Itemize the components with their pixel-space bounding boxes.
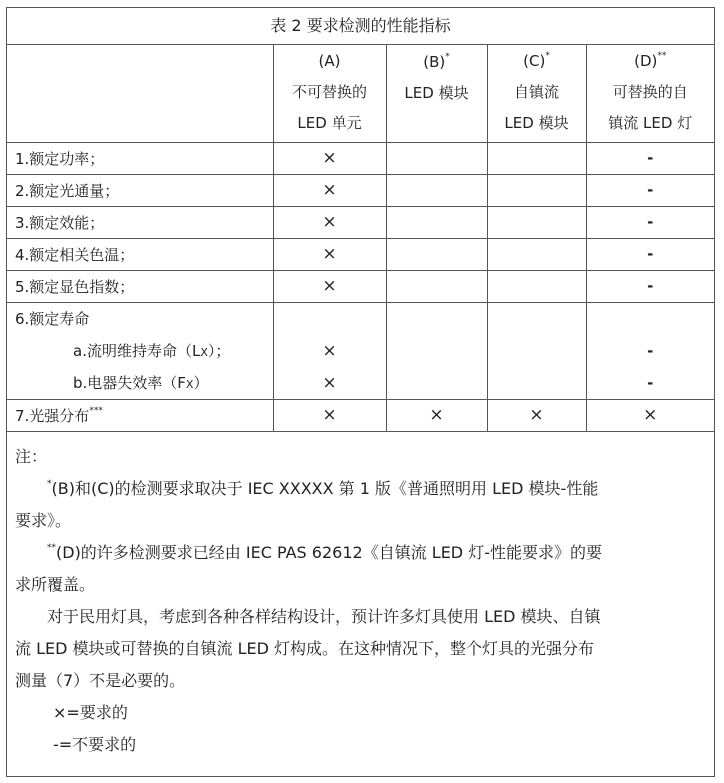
table-row: [7, 238, 714, 270]
table-row: [7, 142, 714, 174]
note-2-cont: 求所覆盖。: [15, 575, 96, 594]
table-cell: [386, 270, 487, 302]
row-label: 6.额定寿命: [15, 309, 90, 328]
notes-heading: 注：: [15, 447, 48, 466]
row-label: 2.额定光通量；: [7, 174, 273, 206]
cross-mark: ×: [386, 399, 487, 431]
dash-mark: -: [586, 270, 714, 302]
dash-mark: -: [586, 238, 714, 270]
table-cell: [487, 302, 586, 399]
table-cell: [386, 206, 487, 238]
document-frame: [6, 7, 715, 777]
table-cell: [386, 302, 487, 399]
cross-mark: ×: [273, 142, 386, 174]
row-label: 7.光强分布***: [7, 399, 273, 431]
column-header-c: (C)* 自镇流 LED 模块: [487, 44, 586, 142]
row-label: 5.额定显色指数；: [7, 270, 273, 302]
column-header-b: (B)* LED 模块: [386, 44, 487, 142]
header-row: [7, 44, 714, 142]
table-cell: [386, 142, 487, 174]
dash-mark: -: [647, 373, 654, 392]
table-cell: [487, 142, 586, 174]
table-cell: [487, 206, 586, 238]
table-cell: [386, 174, 487, 206]
cross-mark: ×: [487, 399, 586, 431]
row-label-lifetime: [7, 302, 273, 399]
table-row: [7, 270, 714, 302]
table-row-lifetime: [7, 302, 714, 399]
sub-row-label: b.电器失效率（FX）: [73, 373, 209, 392]
table-title: 表 2 要求检测的性能指标: [7, 8, 714, 45]
note-2: **(D)的许多检测要求已经由 IEC PAS 62612《自镇流 LED 灯-性能要求》的要: [47, 543, 602, 562]
dash-mark: -: [586, 206, 714, 238]
table-row: [7, 174, 714, 206]
dash-mark: -: [586, 174, 714, 206]
table-cell: [487, 238, 586, 270]
legend-cross: ×=要求的: [53, 703, 128, 722]
table-cell: [273, 302, 386, 399]
notes-section: [7, 435, 714, 761]
row-label: 4.额定相关色温；: [7, 238, 273, 270]
cross-mark: ×: [322, 340, 337, 361]
row-label: 1.额定功率；: [7, 142, 273, 174]
note-3: 对于民用灯具，考虑到各种各样结构设计，预计许多灯具使用 LED 模块、自镇: [47, 607, 601, 626]
cross-mark: ×: [322, 372, 337, 393]
column-header-d: (D)** 可替换的自 镇流 LED 灯: [586, 44, 714, 142]
column-header-a: (A) 不可替换的 LED 单元: [273, 44, 386, 142]
cross-mark: ×: [273, 270, 386, 302]
cross-mark: ×: [273, 174, 386, 206]
table-cell: [586, 302, 714, 399]
sub-row-label: a.流明维持寿命（LX）；: [73, 341, 231, 360]
table-row: [7, 206, 714, 238]
note-1-cont: 要求》。: [15, 511, 72, 530]
table-cell: [487, 270, 586, 302]
note-1: *(B)和(C)的检测要求取决于 IEC XXXXX 第 1 版《普通照明用 LED 模块-性能: [47, 479, 599, 498]
note-3-cont: 测量（7）不是必要的。: [15, 671, 186, 690]
table-cell: [487, 174, 586, 206]
header-empty-cell: [7, 44, 273, 142]
cross-mark: ×: [586, 399, 714, 431]
legend-dash: -=不要求的: [53, 735, 137, 754]
note-3-cont: 流 LED 模块或可替换的自镇流 LED 灯构成。在这种情况下，整个灯具的光强分布: [15, 639, 595, 658]
cross-mark: ×: [273, 238, 386, 270]
cross-mark: ×: [273, 206, 386, 238]
cross-mark: ×: [273, 399, 386, 431]
table-row: [7, 399, 714, 431]
dash-mark: -: [586, 142, 714, 174]
performance-table: [7, 44, 714, 432]
table-cell: [386, 238, 487, 270]
row-label: 3.额定效能；: [7, 206, 273, 238]
dash-mark: -: [647, 341, 654, 360]
